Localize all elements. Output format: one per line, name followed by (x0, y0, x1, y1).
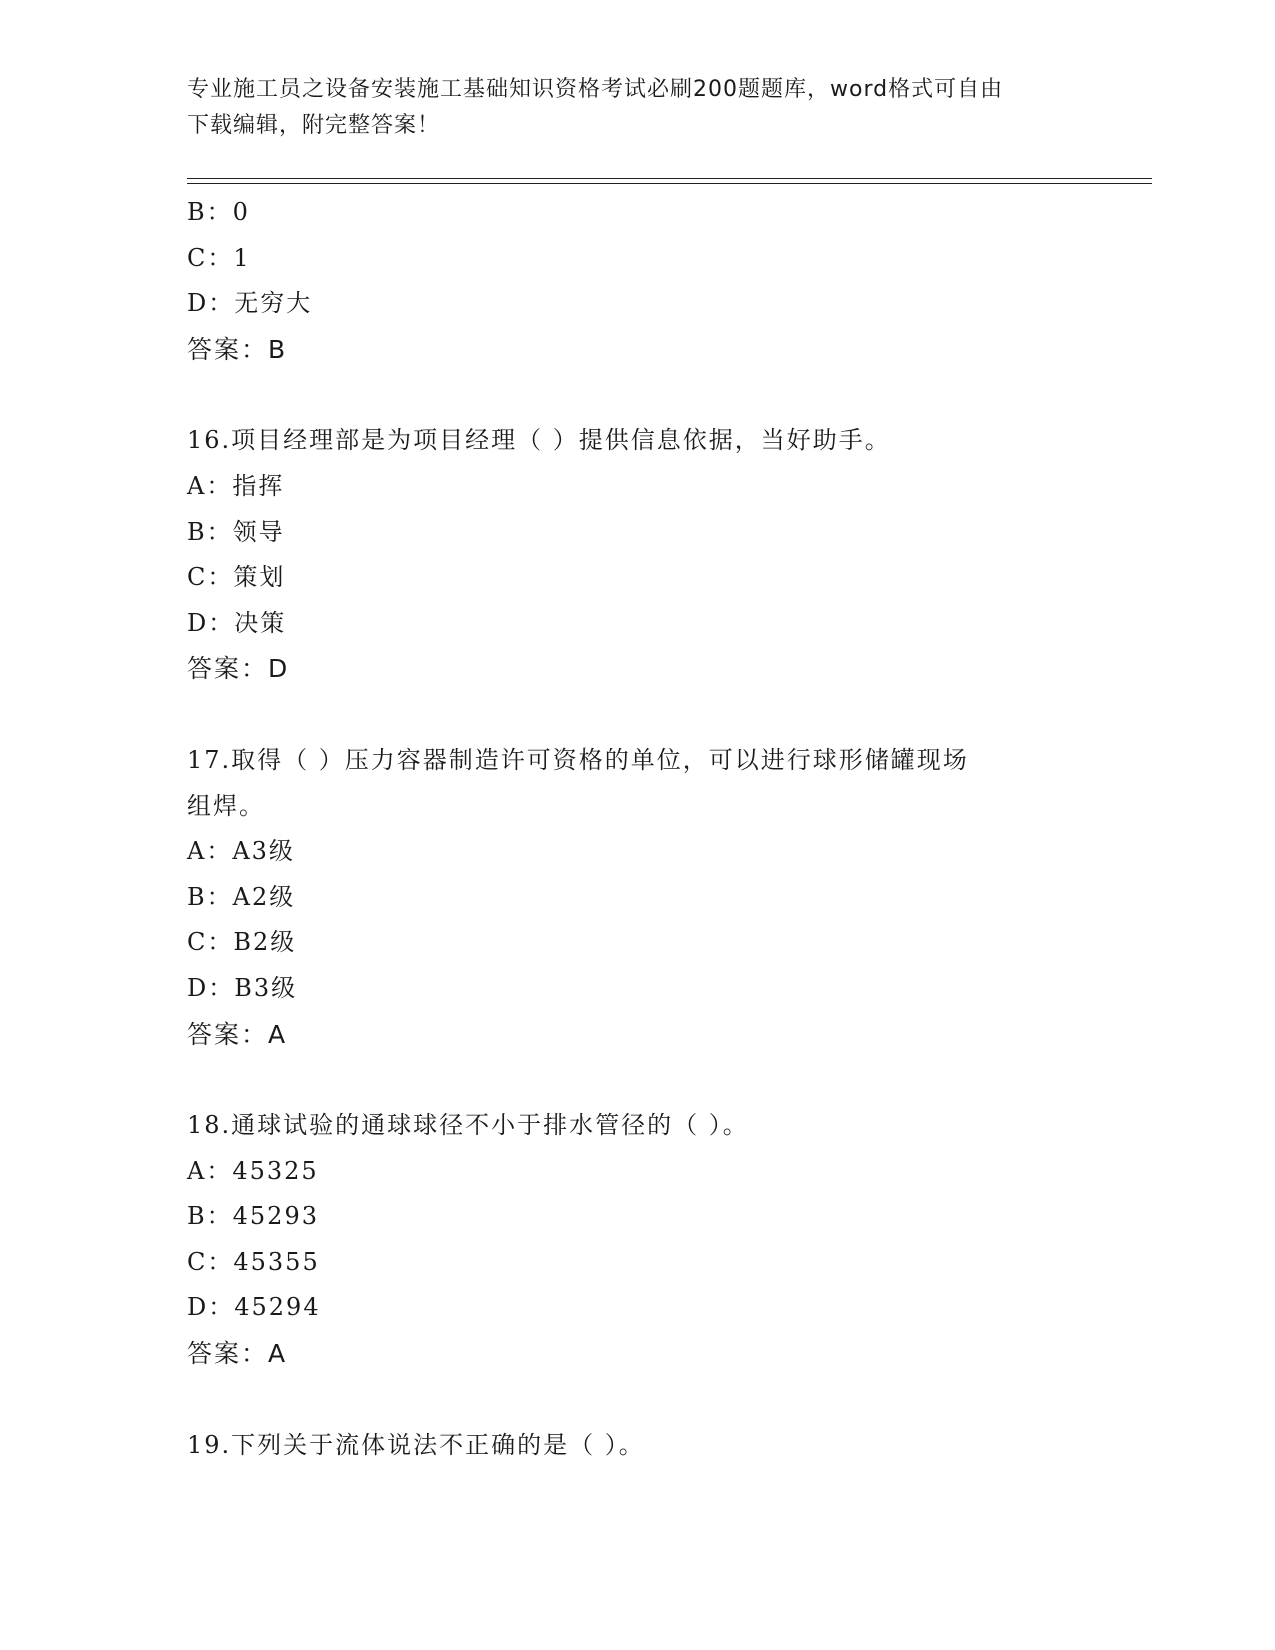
question-16-option-b: B：领导 (187, 517, 285, 546)
question-list (187, 190, 1087, 1468)
question-16-option-d: D：决策 (187, 608, 287, 637)
question-18-option-d: D：45294 (187, 1293, 321, 1322)
question-18-answer: 答案：A (187, 1339, 288, 1369)
question-17-option-d: D：B3级 (187, 973, 298, 1002)
header-line-1: 专业施工员之设备安装施工基础知识资格考试必刷200题题库，word格式可自由 (187, 77, 1004, 102)
question-17-stem-line-1: 17.取得（ ）压力容器制造许可资格的单位，可以进行球形储罐现场 (187, 745, 969, 774)
option-b: B：0 (187, 198, 250, 226)
document-header (187, 72, 1067, 144)
question-16-option-c: C：策划 (187, 563, 286, 592)
question-17-option-c: C：B2级 (187, 928, 297, 957)
header-line-2: 下载编辑，附完整答案！ (187, 113, 441, 138)
header-divider-thick (187, 183, 1152, 184)
question-18-option-a: A：45325 (187, 1156, 319, 1185)
option-d: D：无穷大 (187, 289, 313, 318)
question-17-stem-line-2: 组焊。 (187, 791, 265, 820)
question-16-option-a: A：指挥 (187, 471, 285, 500)
question-17-option-a: A：A3级 (187, 837, 295, 866)
question-18-option-b: B：45293 (187, 1202, 319, 1231)
question-17-option-b: B：A2级 (187, 882, 296, 911)
option-c: C：1 (187, 243, 251, 272)
question-17-answer: 答案：A (187, 1019, 288, 1049)
question-16-answer: 答案：D (187, 654, 290, 684)
question-18-stem: 18.通球试验的通球球径不小于排水管径的（ ）。 (187, 1111, 749, 1140)
question-18-option-c: C：45355 (187, 1247, 320, 1276)
answer: 答案：B (187, 334, 288, 364)
question-19-stem: 19.下列关于流体说法不正确的是（ ）。 (187, 1430, 645, 1459)
question-16-stem: 16.项目经理部是为项目经理（ ）提供信息依据，当好助手。 (187, 426, 891, 455)
header-divider-thin (187, 178, 1152, 179)
